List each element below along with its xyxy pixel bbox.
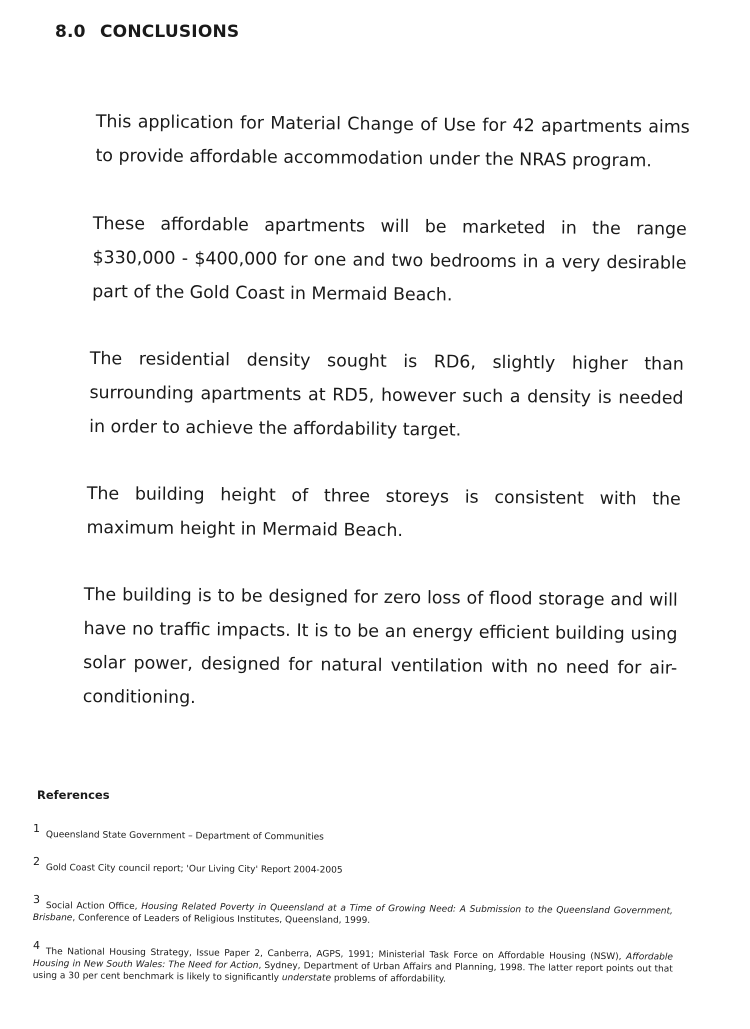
reference-item (32, 893, 673, 930)
paragraph-sustainability: The building is to be designed for zero loss of flood storage and will have no traffic impacts. It is to be an energy efficient building using solar power, designed for natural ventilation with no need for air-conditioning. (82, 585, 678, 709)
paragraph-application: This application for Material Change of Use for 42 apartments aims to provide affordable accommodation under the NRAS program. (95, 112, 690, 172)
reference-item (32, 939, 673, 988)
paragraph-height: The building height of three storeys is consistent with the maximum height in Mermaid Beach. (86, 484, 681, 542)
reference-text-pre: Social Action Office, (45, 901, 142, 912)
reference-title-italic: Affordable Housing in New South Wales: The Need for Action (32, 952, 673, 971)
section-number: 8.0 (55, 22, 86, 42)
reference-text: Gold Coast City council report; 'Our Living City' Report 2004-2005 (45, 863, 343, 876)
paragraph-pricing: These affordable apartments will be marketed in the range $330,000 - $400,000 for one and two bedrooms in a very desirable part of the Gold Coast in Mermaid Beach. (92, 214, 687, 306)
reference-text-pre: The National Housing Strategy, Issue Paper 2, Canberra, AGPS, 1991; Ministerial Task Force on Affordable Housing (NSW), (45, 947, 627, 963)
references-heading: References (37, 788, 110, 802)
reference-number: 1 (32, 822, 41, 836)
section-heading (55, 22, 239, 42)
reference-text-end: problems of affordability. (330, 973, 446, 985)
section-title: CONCLUSIONS (100, 22, 240, 42)
reference-text-post: , Conference of Leaders of Religious Institutes, Queensland, 1999. (72, 913, 371, 926)
reference-text: Queensland State Government – Department of Communities (45, 830, 324, 843)
reference-item (32, 822, 673, 847)
reference-item (32, 855, 673, 880)
reference-emphasis-italic: understate (281, 973, 332, 984)
reference-number: 3 (32, 893, 41, 907)
paragraph-density: The residential density sought is RD6, slightly higher than surrounding apartments at RD5, however such a density is needed in order to achieve the affordability target. (89, 349, 684, 441)
reference-number: 2 (32, 855, 41, 869)
reference-title-italic: Housing Related Poverty in Queensland at a Time of Growing Need: A Submission to the Queensland Government, Brisbane (32, 901, 673, 924)
reference-number: 4 (32, 939, 41, 953)
reference-text-post: , Sydney, Department of Urban Affairs and Planning, 1998. The latter report points out that using a 30 per cent benchmark is likely to significantly (32, 960, 673, 984)
